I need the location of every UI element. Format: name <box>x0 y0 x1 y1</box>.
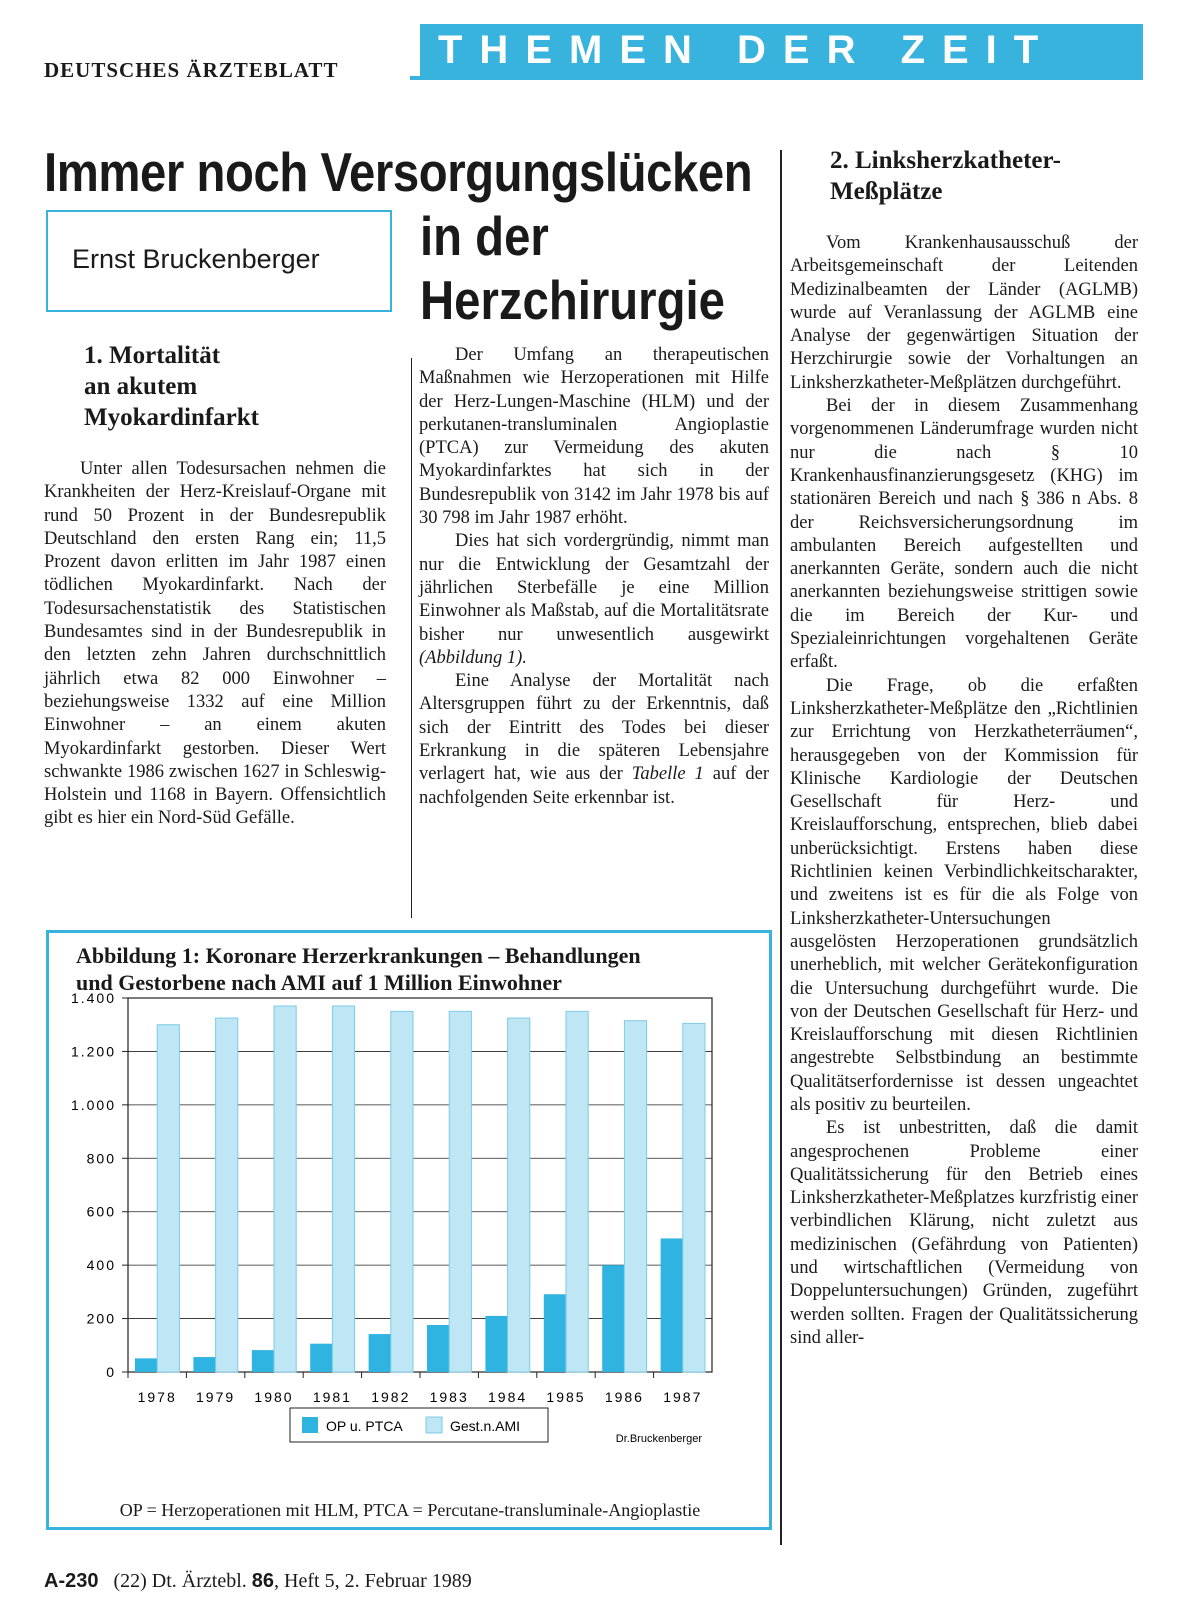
column-rule <box>780 150 782 1545</box>
page-footer <box>44 1570 472 1593</box>
text: Eine Analyse der Mortalität nach Altersgruppen führt zu der Erkenntnis, daß sich der Eintritt des Todes bei dieser Erkrankung in die späteren Lebensjahre verlagert hat, wie aus der <box>419 671 769 785</box>
x-tick-label: 1982 <box>371 1389 411 1405</box>
section-heading-2 <box>830 145 1150 207</box>
y-tick-label: 400 <box>86 1257 116 1274</box>
author-name: Ernst Bruckenberger <box>72 244 320 274</box>
column-rule-2 <box>411 358 412 918</box>
bar-op-ptca <box>369 1334 391 1372</box>
column-1-body <box>44 458 386 831</box>
y-tick-label: 0 <box>106 1364 116 1380</box>
issue-suffix: , Heft 5, 2. Februar 1989 <box>274 1570 472 1592</box>
paragraph: Vom Krankenhausausschuß der Arbeitsgemeinschaft der Leitenden Medizinalbeamten der Länder (AGLMB) wurde auf Veranlassung der AGLMB eine Analyse der gegenwärtigen Situation der Herzchirurgie sowie der Vorhaltungen an Linksherzkatheter-Meßplätzen durchgeführt. <box>790 233 1138 393</box>
section-heading-1 <box>84 340 384 433</box>
paragraph: Es ist unbestritten, daß die damit angesprochenen Probleme einer Qualitätssicherung für den Betrieb eines Linksherzkatheter-Meßplatzes kurzfristig einer verbindlichen Klärung, nicht zuletzt aus medizinischen (Gefährdung von Patienten) und wirtschaftlichen (Vermeidung von Doppeluntersuchungen) Gründen, zugeführt werden sollten. Fragen der Qualitätssicherung sind aller- <box>790 1118 1138 1348</box>
figure-reference: (Abbildung 1). <box>419 647 527 668</box>
bar-gest-ami <box>566 1011 588 1372</box>
bar-gest-ami <box>216 1018 238 1372</box>
bar-gest-ami <box>508 1018 530 1372</box>
y-tick-label: 200 <box>86 1310 116 1327</box>
bar-gest-ami <box>274 1006 296 1372</box>
bar-gest-ami <box>391 1011 413 1372</box>
y-tick-label: 1.000 <box>70 1096 116 1113</box>
bar-op-ptca <box>310 1344 332 1372</box>
paragraph <box>419 670 769 810</box>
publication-name: DEUTSCHES ÄRZTEBLATT <box>44 58 339 82</box>
column-3-body <box>790 232 1138 1350</box>
x-tick-label: 1985 <box>546 1389 586 1405</box>
paragraph: Bei der in diesem Zusammenhang vorgenommenen Länderumfrage wurden nicht nur die nach § 10 Krankenhausfinanzierungsgesetz (KHG) im stationären Bereich und nach § 386 n Abs. 8 der Reichsversicherungsordnung im ambulanten Bereich aufgestellten und anerkannten Geräte, sondern auch die nicht anerkannten beziehungsweise strittigen sowie die im Bereich der Kur- und Spezialeinrichtungen vorgehaltenen Geräte erfaßt. <box>790 396 1138 673</box>
heading-line: an akutem <box>84 373 198 400</box>
volume: 86 <box>251 1570 275 1592</box>
x-tick-label: 1984 <box>488 1389 528 1405</box>
text: auf der nachfolgenden Seite erkennbar ist. <box>419 764 769 808</box>
legend-label: OP u. PTCA <box>326 1418 403 1434</box>
paragraph: Unter allen Todesursachen nehmen die Krankheiten der Herz-Kreislauf-Organe mit rund 50 Prozent in der Bundesrepublik Deutschland den ersten Rang ein; 11,5 Prozent davon erlitten im Jahr 1987 einen tödlichen Myokardinfarkt. Nach der Todesursachenstatistik des Statistischen Bundesamtes sind in der Bundesrepublik in den letzten zehn Jahren durchschnittlich jährlich etwa 82 000 Einwohner – beziehungsweise 1332 auf eine Million Einwohner – an einem akuten Myokardinfarkt gestorben. Dieser Wert schwankte 1986 zwischen 1627 in Schleswig-Holstein und 1168 in Bayern. Offensichtlich gibt es hier ein Nord-Süd Gefälle. <box>44 459 386 829</box>
paragraph: Die Frage, ob die erfaßten Linksherzkatheter-Meßplätze den „Richtlinien zur Errichtung von Herzkatheterräumen“, herausgegeben von der Kommission für Klinische Kardiologie der Deutschen Gesellschaft für Herz- und Kreislaufforschung, entsprechen, blieb dabei unberücksichtigt. Erstens haben diese Richtlinien keinen Verbindlichkeitscharakter, und zweitens ist es für die als Folge von Linksherzkatheter-Untersuchungen ausgelösten Herzoperationen grundsätzlich unerheblich, mit welcher Gerätekonfiguration die Untersuchung durchgeführt wurde. Die von der Deutschen Gesellschaft für Herz- und Kreislaufforschung mit diesen Richtlinien angestrebte Selbstbindung an bestimmte Qualitätserfordernisse ist dessen ungeachtet als positiv zu beurteilen. <box>790 675 1138 1115</box>
section-banner: THEMEN DER ZEIT <box>420 24 1143 76</box>
table-reference: Tabelle 1 <box>631 764 704 785</box>
paragraph <box>419 530 769 670</box>
bar-op-ptca <box>544 1294 566 1372</box>
article-title-continued <box>420 204 725 332</box>
bar-op-ptca <box>661 1238 683 1372</box>
legend-swatch-op-ptca <box>302 1417 318 1433</box>
text: Dies hat sich vordergründig, nimmt man nur die Entwicklung der Gesamtzahl der jährlichen Sterbefälle je eine Million Einwohner als Maßstab, auf die Mortalitätsrate bisher nur unwesentlich ausgewirkt <box>419 531 769 645</box>
legend-swatch-gest-ami <box>426 1417 442 1433</box>
banner-rule <box>410 76 1143 80</box>
y-tick-label: 600 <box>86 1203 116 1220</box>
bar-chart <box>50 990 770 1490</box>
bar-op-ptca <box>602 1265 624 1372</box>
x-tick-label: 1978 <box>137 1389 177 1405</box>
figure-title-line: Abbildung 1: Koronare Herzerkrankungen – Behandlungen <box>76 943 641 968</box>
x-tick-label: 1983 <box>429 1389 469 1405</box>
bar-gest-ami <box>157 1025 179 1372</box>
issue-prefix: (22) Dt. Ärztebl. <box>113 1570 247 1592</box>
figure-credit: Dr.Bruckenberger <box>615 1433 702 1445</box>
bar-op-ptca <box>135 1358 157 1372</box>
page-number: A-230 <box>44 1570 99 1592</box>
article-title-line2: in der <box>420 205 549 267</box>
article-title: Immer noch Versorgungslücken <box>44 141 753 203</box>
x-tick-label: 1981 <box>312 1389 352 1405</box>
legend-label: Gest.n.AMI <box>450 1418 521 1434</box>
x-tick-label: 1987 <box>663 1389 703 1405</box>
paragraph: Der Umfang an therapeutischen Maßnahmen wie Herzoperationen mit Hilfe der Herz-Lungen-Maschine (HLM) und der perkutanen-transluminalen Angioplastie (PTCA) zur Vermeidung des akuten Myokardinfarktes hat sich in der Bundesrepublik von 3142 im Jahr 1978 bis auf 30 798 im Jahr 1987 erhöht. <box>419 345 769 529</box>
figure-title-line: und Gestorbene nach AMI auf 1 Million Einwohner <box>76 970 562 995</box>
heading-line: 2. Linksherzkatheter- <box>830 147 1061 174</box>
figure-title <box>76 942 756 996</box>
bar-op-ptca <box>427 1325 449 1372</box>
x-tick-label: 1980 <box>254 1389 294 1405</box>
y-tick-label: 1.400 <box>70 990 116 1006</box>
bar-gest-ami <box>449 1011 471 1372</box>
x-tick-label: 1986 <box>604 1389 644 1405</box>
figure-caption: OP = Herzoperationen mit HLM, PTCA = Percutane-transluminale-Angioplastie <box>119 1500 701 1520</box>
bar-gest-ami <box>332 1006 354 1372</box>
heading-line: Myokardinfarkt <box>84 404 259 431</box>
x-tick-label: 1979 <box>196 1389 236 1405</box>
bar-gest-ami <box>683 1023 705 1372</box>
y-tick-label: 800 <box>86 1150 116 1167</box>
heading-line: Meßplätze <box>830 178 943 205</box>
bar-op-ptca <box>485 1316 507 1372</box>
y-tick-label: 1.200 <box>70 1043 116 1060</box>
article-title-line3: Herzchirurgie <box>420 269 725 331</box>
heading-line: 1. Mortalität <box>84 342 221 369</box>
bar-op-ptca <box>252 1350 274 1372</box>
bar-op-ptca <box>193 1357 215 1372</box>
column-2-body <box>419 344 769 810</box>
bar-gest-ami <box>624 1021 646 1372</box>
